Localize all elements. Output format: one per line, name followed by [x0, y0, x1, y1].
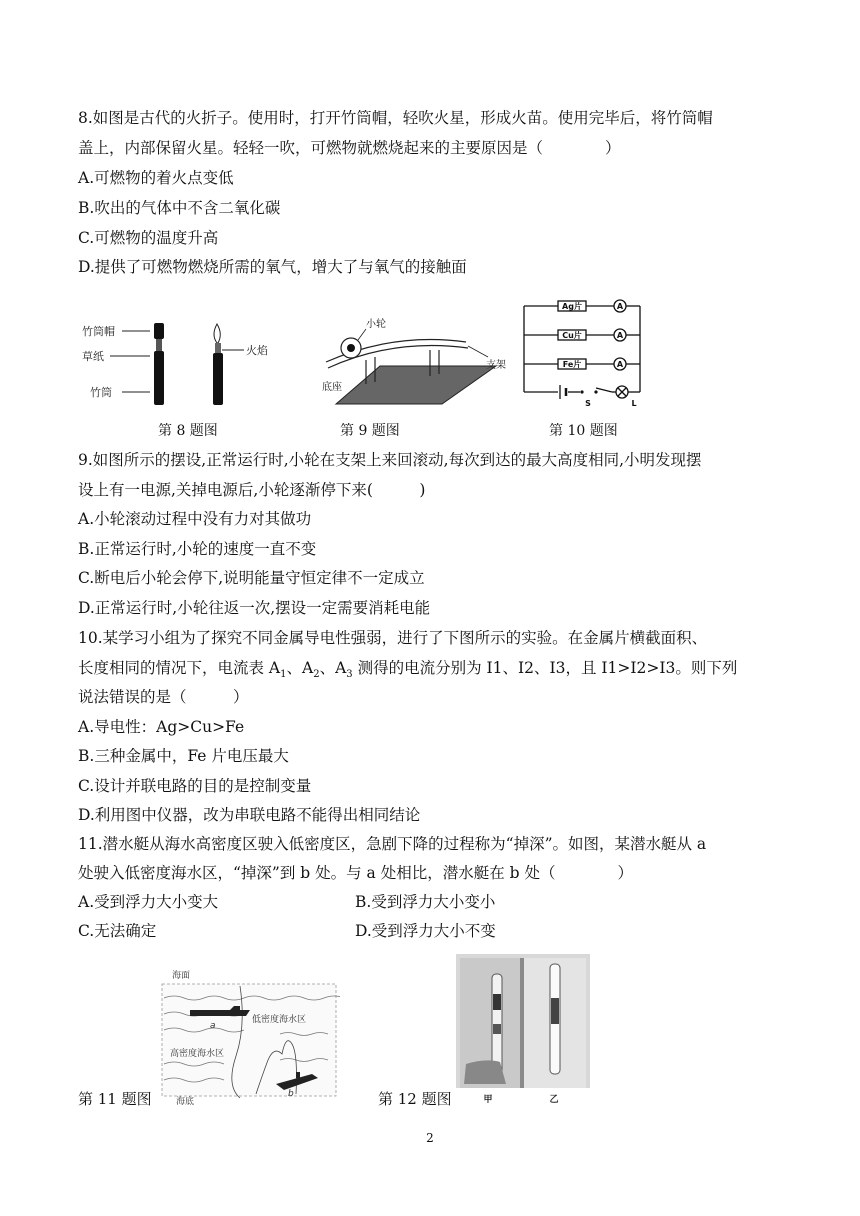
figure-8 — [78, 318, 278, 408]
fig8-caption: 第 8 题图 — [158, 423, 218, 439]
q9-option-b: B.正常运行时,小轮的速度一直不变 — [78, 540, 317, 558]
q11-stem-line1: 11.潜水艇从海水高密度区驶入低密度区，急剧下降的过程称为“掉深”。如图，某潜水艇从 a — [78, 835, 707, 853]
q8-stem-line2: 盖上，内部保留火星。轻轻一吹，可燃物就燃烧起来的主要原因是（ ） — [78, 139, 621, 157]
figure-11 — [160, 964, 340, 1108]
fig9-caption: 第 9 题图 — [340, 423, 400, 439]
fig10-caption: 第 10 题图 — [549, 423, 618, 439]
q8-option-b: B.吹出的气体中不含二氧化碳 — [78, 199, 281, 217]
fig11-label-surface: 海面 — [172, 971, 191, 981]
fig9-label-stand: 支架 — [486, 360, 506, 371]
fig11-label-bottom: 海底 — [176, 1097, 195, 1107]
fig10-label-a1: A — [616, 302, 624, 311]
q8-option-d: D.提供了可燃物燃烧所需的氧气，增大了与氧气的接触面 — [78, 258, 467, 276]
fig10-label-switch: S — [585, 399, 591, 408]
fig11-label-a: a — [210, 1021, 216, 1031]
q9-stem-line1: 9.如图所示的摆设,正常运行时,小轮在支架上来回滚动,每次到达的最大高度相同,小明发现摆 — [78, 451, 702, 469]
fig11-label-low: 低密度海水区 — [252, 1015, 307, 1025]
page-number: 2 — [426, 1131, 434, 1145]
q10-stem-line3: 说法错误的是（ ） — [78, 688, 249, 706]
q10-option-c: C.设计并联电路的目的是控制变量 — [78, 777, 312, 795]
q9-option-d: D.正常运行时,小轮往返一次,摆设一定需要消耗电能 — [78, 599, 431, 617]
q10-option-a: A.导电性：Ag>Cu>Fe — [78, 718, 245, 736]
fig10-label-a2: A — [616, 331, 624, 340]
q11-option-d: D.受到浮力大小不变 — [355, 922, 496, 940]
q8-option-c: C.可燃物的温度升高 — [78, 229, 219, 247]
fig11-label-b: b — [288, 1089, 294, 1099]
q11-option-c: C.无法确定 — [78, 922, 157, 940]
fig12-label-jia: 甲 — [483, 1095, 493, 1105]
fig10-label-a3: A — [616, 360, 624, 369]
q8-stem-line1: 8.如图是古代的火折子。使用时，打开竹筒帽，轻吹火星，形成火苗。使用完毕后，将竹筒帽 — [78, 109, 713, 127]
fig11-caption: 第 11 题图 — [78, 1090, 152, 1108]
fig10-label-ag: Ag片 — [562, 302, 582, 311]
q8-option-a: A.可燃物的着火点变低 — [78, 169, 234, 187]
fig8-label-paper: 草纸 — [82, 350, 104, 363]
fig12-caption: 第 12 题图 — [378, 1090, 452, 1108]
fig12-label-yi: 乙 — [549, 1095, 559, 1105]
q10-option-d: D.利用图中仪器，改为串联电路不能得出相同结论 — [78, 806, 421, 824]
fig10-label-fe: Fe片 — [562, 360, 582, 369]
q11-stem-line2: 处驶入低密度海水区，“掉深”到 b 处。与 a 处相比，潜水艇在 b 处（ ） — [78, 864, 633, 882]
q9-option-a: A.小轮滚动过程中没有力对其做功 — [78, 510, 312, 528]
fig11-label-high: 高密度海水区 — [170, 1049, 225, 1059]
q9-stem-line2: 设上有一电源,关掉电源后,小轮逐渐停下来( ) — [78, 481, 426, 499]
figure-9 — [318, 312, 508, 408]
q11-option-b: B.受到浮力大小变小 — [355, 893, 496, 911]
q10-stem-line2: 长度相同的情况下，电流表 $A_1$、$A_2$、$A_3$ 测得的电流分别为 I1、I2、I3，且 I1>I2>I3。则下列 — [78, 659, 738, 681]
figure-12 — [456, 954, 590, 1106]
q10-option-b: B.三种金属中，Fe 片电压最大 — [78, 747, 289, 765]
fig9-label-wheel: 小轮 — [366, 319, 386, 330]
fig8-label-tube: 竹筒 — [90, 386, 112, 399]
q11-option-a: A.受到浮力大小变大 — [78, 893, 219, 911]
fig9-label-base: 底座 — [322, 382, 342, 393]
fig10-label-lamp: L — [631, 399, 637, 408]
q10-stem-line1: 10.某学习小组为了探究不同金属导电性强弱，进行了下图所示的实验。在金属片横截面积、 — [78, 629, 708, 647]
figure-10 — [512, 288, 652, 410]
q9-option-c: C.断电后小轮会停下,说明能量守恒定律不一定成立 — [78, 569, 425, 587]
fig8-label-cap: 竹筒帽 — [82, 325, 115, 338]
fig8-label-flame: 火焰 — [246, 344, 268, 357]
fig10-label-cu: Cu片 — [562, 331, 582, 340]
